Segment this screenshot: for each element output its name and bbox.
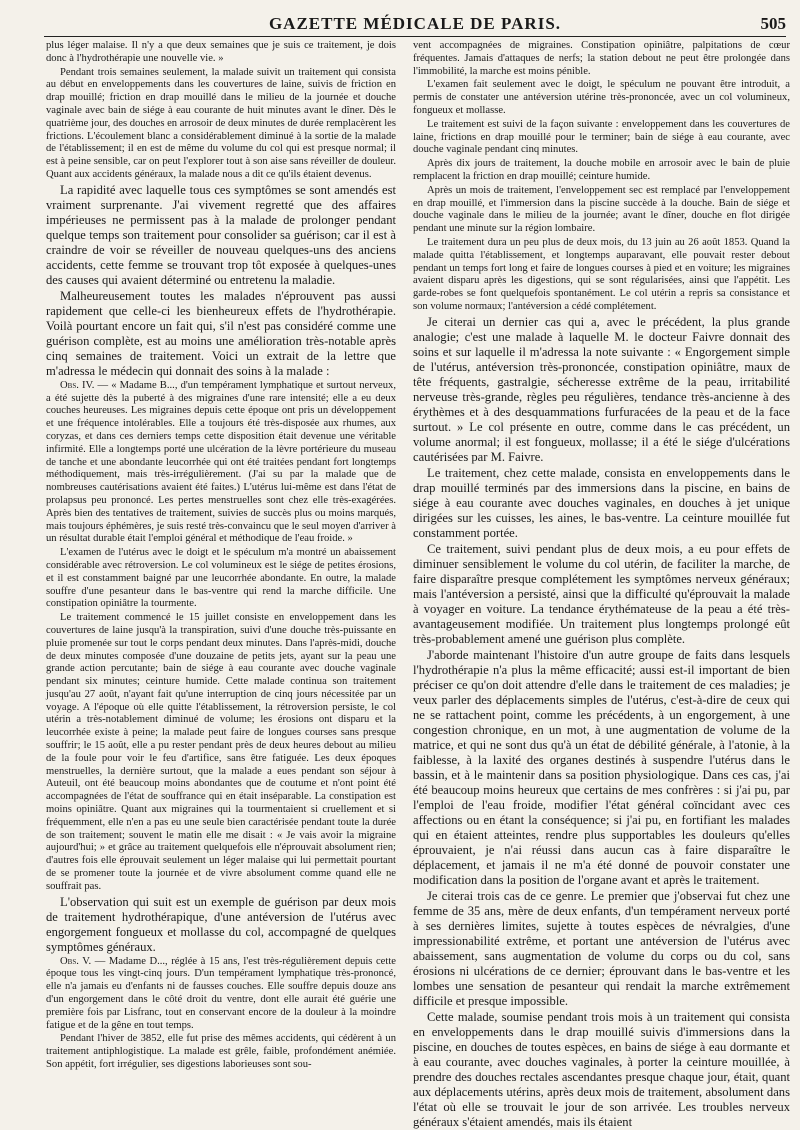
paragraph-text: L'examen de l'utérus avec le doigt et le spéculum m'a montré un abaissement considérable avec rétroversion. Le col volumineux est le siége de petites érosions, et il est constamment baigné par une leucorrhée abondante. En outre, la malade souffre d'une pesanteur dans le bas-ventre qui rend la marche difficile. Une constipation opiniâtre la tourmente. xyxy=(46,547,396,610)
paragraph xyxy=(413,237,790,314)
paragraph xyxy=(46,40,396,66)
masthead-title: GAZETTE MÉDICALE DE PARIS. xyxy=(268,14,562,33)
observation-label: Obs. IV. xyxy=(60,379,95,391)
paragraph xyxy=(413,542,790,647)
observation-label: Obs. V. xyxy=(60,955,92,967)
paragraph-text: La rapidité avec laquelle tous ces symptômes se sont amendés est vraiment surprenante. J'ai vivement regretté que des affaires impérieuses ne permissent pas à la malade de prolonger pendant quelque temps son traitement pour consolider sa guérison; car il est à craindre de voir se réveiller de nouveau quelques-uns des anciens accidents, cette femme se trouvant trop tôt exposée à quelques-unes des causes qui avaient déterminé ou entretenu la maladie. xyxy=(46,182,396,287)
paragraph-text: Le traitement dura un peu plus de deux mois, du 13 juin au 26 août 1853. Quand la malade quitta l'établissement, et longtemps auparavant, elle pouvait rester debout pendant un temps fort long et faire de longues courses à pied et en voiture; les migraines avaient disparu après les digestions, qui se sont régularisées, ainsi que l'appétit. Les garde-robes se font quelquefois spontanément. Le col utérin a repris sa consistance et son volume normaux; l'antéversion a cédé complétement. xyxy=(413,236,790,312)
paragraph xyxy=(46,67,396,182)
right-column xyxy=(413,40,790,1129)
paragraph-text: L'observation qui suit est un exemple de guérison par deux mois de traitement hydrothérapique, d'une antéversion de l'utérus avec engorgement fongueux et mollasse du col, accompagné de quelques symptômes généraux. xyxy=(46,894,396,954)
paragraph-text: Ce traitement, suivi pendant plus de deux mois, a eu pour effets de diminuer sensiblement le volume du col utérin, de faciliter la marche, de faire disparaître presque complétement les symptômes nerveux généraux; mais l'antéversion a persisté, ainsi que la difficulté qu'éprouvait la malade à voyager en voiture. La tendance érythémateuse de la peau a été très-avantageusement modifiée. Un traitement plus longtemps prolongé eût très-probablement amené une guérison plus complète. xyxy=(413,541,790,646)
paragraph-text: vent accompagnées de migraines. Constipation opiniâtre, palpitations de cœur fréquentes. Jamais d'attaques de nerfs; la station debout ne peut être prolongée dans l'immobilité, la marche est moins pénible. xyxy=(413,40,790,77)
paragraph xyxy=(46,956,396,1033)
paragraph xyxy=(413,40,790,78)
paragraph xyxy=(46,1033,396,1071)
paragraph xyxy=(413,158,790,184)
paragraph xyxy=(413,315,790,465)
paragraph-text: Après un mois de traitement, l'enveloppement sec est remplacé par l'enveloppement en drap mouillé, et l'immersion dans la piscine succède à la douche. Bain de siége et douche vaginale dans le milieu de la journée; avant le dîner, douche en flot dirigée pendant une minute sur la région lombaire. xyxy=(413,184,790,235)
paragraph-text: Après dix jours de traitement, la douche mobile en arrosoir avec le bain de pluie remplacent la friction en drap mouillé; ceinture humide. xyxy=(413,158,790,182)
header-rule xyxy=(44,36,786,37)
paragraph xyxy=(46,895,396,955)
paragraph-text: Je citerai trois cas de ce genre. Le premier que j'observai fut chez une femme de 35 ans, mère de deux enfants, d'un tempérament nerveux porté à ses dernières limites, sujette à toutes espèces de névralgies, d'une impressionabilité extrême, et portant une antéversion de l'utérus avec abaissement, sans augmentation de volume du corps ou du col, sans érosions ni ulcérations de ce dernier; éprouvant dans le bas-ventre et les lombes une sensation de pesanteur qui rendait la marche extrêmement difficile et presque impossible. xyxy=(413,888,790,1008)
paragraph-text: Cette malade, soumise pendant trois mois à un traitement qui consista en enveloppements dans le drap mouillé suivis d'immersions dans la piscine, en douches de toutes espèces, en bains de siége à eau dormante et à eau courante, avec douches vaginales, à porter la ceinture mouillée, à prendre des douches rectales ascendantes presque chaque jour, était, quant aux déplacements utérins, après deux mois de traitement, absolument dans l'état où elle se trouvait le jour de son arrivée. Les troubles nerveux généraux s'étaient amendés, mais ils étaient xyxy=(413,1009,790,1129)
paragraph-text: Le traitement, chez cette malade, consista en enveloppements dans le drap mouillé terminés par des immersions dans la piscine, en bains de siége à eau courante avec douches vaginales, en douches à jet unique dirigées sur les cuisses, les aines, le bas-ventre. La ceinture mouillée fut constamment portée. xyxy=(413,465,790,540)
paragraph-text: Le traitement commencé le 15 juillet consiste en enveloppement dans les couvertures de laine jusqu'à la transpiration, suivi d'une douche très-puissante en pluie promenée sur tout le corps pendant deux minutes. Dans l'après-midi, douche de deux minutes composée d'une douzaine de petits jets, ayant sur la peau une grande action percutante; bain de siége à eau courante avec douche vaginale pendant six minutes; ceinture humide. Cette malade continua son traitement jusqu'au 27 août, n'ayant fait qu'une interruption de cinq jours nécessitée par un voyage. A l'époque où elle quitte l'établissement, la rétroversion persiste, le col utérin a très-notablement diminué de volume; les érosions ont disparu et la leucorrhée existe à peine; la malade peut faire de longues courses sans presque souffrir; le 15 août, elle a pu rester pendant près de deux heures debout au milieu de la foule pour voir le feu d'artifice, sans être fatiguée. Les deux époques menstruelles, la dernière surtout, que la malade a eues pendant son séjour à Auteuil, ont été beaucoup moins abondantes que de coutume et n'ont point été accompagnées de l'état de souffrance qui en était inséparable. La constipation est moins opiniâtre. Quant aux migraines qui la tourmentaient si cruellement et si fréquemment, elle n'en a pas eu une seule bien caractérisée pendant toute la durée de son traitement; souvent le matin elle me disait : « Je vais avoir la migraine aujourd'hui; » et grâce au traitement quelquefois elle n'éprouvait absolument rien; d'autres fois elle éprouvait seulement un léger malaise qui lui permettait pourtant de se promener toute la journée et de vivre absolument comme quand elle ne souffrait pas. xyxy=(46,612,396,892)
paragraph-text: — « Madame B..., d'un tempérament lymphatique et surtout nerveux, a été sujette dès la puberté à des migraines d'une rare intensité; elle a eu deux couches heureuses. Les migraines depuis cette époque ont pris un développement et une fréquence intolérables. Elle a toujours été très-disposée aux rhumes, aux coryzas, et dans ces derniers temps cette disposition était devenue une véritable infirmité. Elle a longtemps porté une ulcération de la lèvre portérieure du museau de tanche et une abondante leucorrhée qui ont été traitées pendant fort longtemps méthodiquement, mais très-irrégulièrement. (J'ai su par la malade que de nombreuses cautérisations avaient été faites.) L'utérus lui-même est dans l'état de prolapsus peu prononcé. Les pertes menstruelles sont chez elle très-exagérées. Après bien des tentatives de traitement, suivies de succès plus ou moins marqués, mais toujours éphémères, je suis resté très-convaincu que le seul moyen d'arriver à un résultat durable était l'emploi général et méthodique de l'eau froide. » xyxy=(46,379,396,545)
paragraph xyxy=(413,185,790,236)
paragraph-text: Malheureusement toutes les malades n'éprouvent pas aussi rapidement que celle-ci les bienheureux effets de l'hydrothérapie. Voilà pourtant encore un fait qui, s'il n'est pas considéré comme une guérison complète, est au moins une amélioration très-notable après cinq semaines de traitement. Voici un extrait de la lettre que m'adressa le médecin qui donnait des soins à la malade : xyxy=(46,288,396,378)
paragraph xyxy=(413,889,790,1009)
paragraph xyxy=(46,289,396,379)
paragraph-text: J'aborde maintenant l'histoire d'un autre groupe de faits dans lesquels l'hydrothérapie n'a plus la même efficacité; aussi est-il important de bien préciser ce qu'on doit attendre d'elle dans le traitement de ces maladies; je veux parler des déplacements simples de l'utérus, c'est-à-dire de ceux qui ne se rattachent point, comme les précédents, à un engorgement, à une congestion chronique, en un mot, à une augmentation de volume de la matrice, et qui ne sont dus qu'à un état de débilité générale, à l'atonie, à la faiblesse, à la laxité des organes destinés à suspendre l'utérus dans le bassin, et à le maintenir dans sa position physiologique. Dans ces cas, j'ai été beaucoup moins heureux que certains de mes confrères : si j'ai pu, par l'emploi de l'eau froide, modifier l'état général coïncidant avec ces affections ou en étant la conséquence; si j'ai pu, en fortifiant les malades qui en étaient atteintes, rendre plus supportables les douleurs qu'elles éprouvaient, je n'ai réussi dans aucun cas à faire disparaître le déplacement, et jamais il ne m'a été donné de pouvoir constater une modification dans la position de l'organe avant et après le traitement. xyxy=(413,647,790,887)
page-header xyxy=(44,12,786,38)
paragraph xyxy=(413,466,790,541)
paragraph-text: plus léger malaise. Il n'y a que deux semaines que je suis ce traitement, je dois donc à l'hydrothérapie une nouvelle vie. » xyxy=(46,40,396,64)
left-column xyxy=(46,40,396,1071)
paragraph-text: Pendant l'hiver de 3852, elle fut prise des mêmes accidents, qui cédèrent à un traitement antiphlogistique. La malade est grêle, faible, profondément anémiée. Son appétit, fort irrégulier, ses digestions laborieuses sont sou- xyxy=(46,1033,396,1071)
paragraph xyxy=(413,119,790,157)
paragraph xyxy=(46,547,396,611)
paragraph xyxy=(46,380,396,546)
paragraph-text: Je citerai un dernier cas qui a, avec le précédent, la plus grande analogie; c'est une malade à laquelle M. le docteur Faivre donnait des soins et sur laquelle il m'adressa la note suivante : « Engorgement simple de l'utérus, antéversion très-prononcée, constipation opiniâtre, maux de tête fréquents, gastralgie, sécheresse extrême de la peau, irritabilité nerveuse très-grande, règles peu régulières, tendance très-ancienne à des érythèmes et à des desquammations furfuracées de la peau et de la face surtout. » Le col présente en outre, comme dans le cas précédent, un volume anormal; il est fongueux, mollasse; il a été le siége d'ulcérations cautérisées par M. Faivre. xyxy=(413,314,790,464)
paragraph xyxy=(46,183,396,288)
paragraph-text: Le traitement est suivi de la façon suivante : enveloppement dans les couvertures de laine, frictions en drap mouillé pour le terminer; bain de siége à eau courante, avec douche vaginale pendant cinq minutes. xyxy=(413,118,790,156)
page-number: 505 xyxy=(760,14,786,33)
paragraph-text: — Madame D..., réglée à 15 ans, l'est très-régulièrement depuis cette époque tous les vingt-cinq jours. D'un tempérament lymphatique très-prononcé, elle n'a jamais eu d'enfants ni de fausses couches. Elle souffre depuis douze ans d'un engorgement dans le côté droit du ventre, dont elle aurait été guérie une première fois par Lisfranc, tout en conservant encore de la douleur à la moindre fatigue et de la gêne en tout temps. xyxy=(46,955,396,1031)
paragraph-text: L'examen fait seulement avec le doigt, le spéculum ne pouvant être introduit, a permis de constater une antéversion utérine très-prononcée, avec un col volumineux, fongueux et mollasse. xyxy=(413,79,790,116)
paragraph xyxy=(413,79,790,117)
paragraph xyxy=(46,612,396,894)
paragraph xyxy=(413,1010,790,1130)
paragraph xyxy=(413,648,790,888)
paragraph-text: Pendant trois semaines seulement, la malade suivit un traitement qui consista au début en enveloppements dans les couvertures de laine, suivis de friction en drap mouillé; friction en drap mouillé dans le milieu de la journée et douche vaginale avec bain de siége à eau courante de huit minutes avant le dîner. Dès le quatrième jour, des douches en arrosoir de deux minutes de durée remplacèrent les frictions. L'écoulement blanc a considérablement diminué à la sortie de la malade de l'établissement; il en est de même du volume du col qui est presque normal; il est à peine sensible, car on peut l'explorer tout à son aise sans réveiller de douleur. Quant aux accidents généraux, la malade nous a dit ce qu'ils étaient devenus. xyxy=(46,66,396,180)
